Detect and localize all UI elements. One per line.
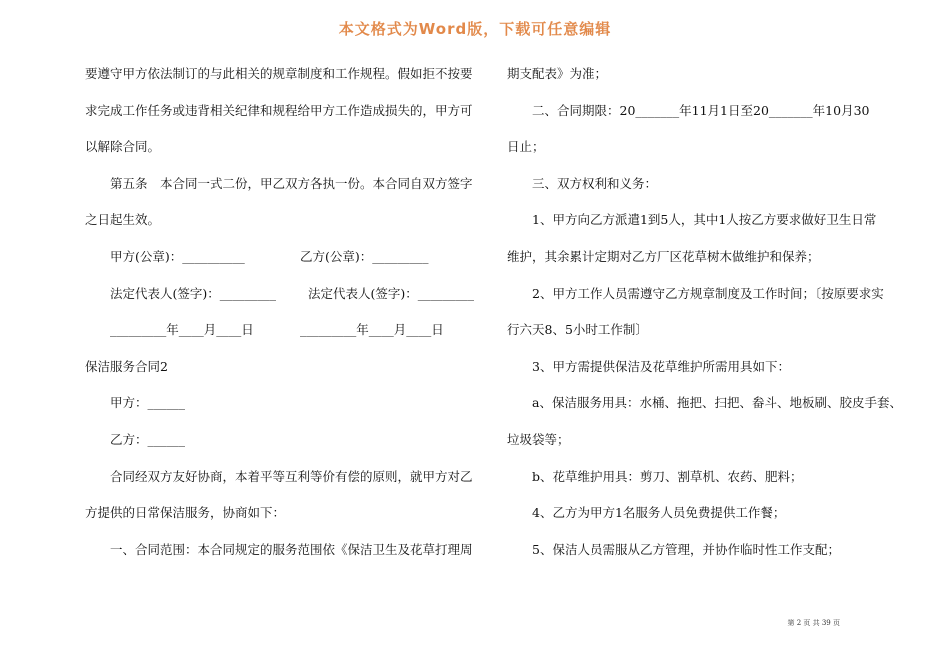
text-line: 要遵守甲方依法制订的与此相关的规章制度和工作规程。假如拒不按要 — [85, 66, 473, 81]
text-line: 维护，其余累计定期对乙方厂区花草树木做维护和保养； — [507, 248, 820, 264]
section-term: 二、合同期限：20_______年11月1日至20_______年10月30 — [532, 102, 870, 118]
clause-3b: b、花草维护用具：剪刀、割草机、农药、肥料； — [532, 468, 803, 484]
clause-2: 2、甲方工作人员需遵守乙方规章制度及工作时间；〔按原要求实 — [532, 285, 884, 301]
article-five: 第五条 本合同一式二份，甲乙双方各执一份。本合同自双方签字 — [110, 175, 473, 191]
text-line: 之日起生效。 — [85, 212, 161, 228]
party-a-seal: 甲方(公章)：__________ — [110, 248, 245, 264]
clause-4: 4、乙方为甲方1名服务人员免费提供工作餐； — [532, 505, 786, 521]
party-b-representative: 法定代表人(签字)：_________ — [308, 285, 475, 301]
representative-row — [85, 284, 477, 321]
text-line: 求完成工作任务或违背相关纪律和规程给甲方工作造成损失的，甲方可 — [85, 102, 473, 118]
contract-title: 保洁服务合同2 — [85, 358, 168, 374]
text-line: 期支配表》为准； — [507, 66, 608, 81]
party-a-representative: 法定代表人(签字)：_________ — [110, 285, 277, 301]
section-scope: 一、合同范围：本合同规定的服务范围依《保洁卫生及花草打理周 — [110, 541, 473, 557]
clause-3a: a、保洁服务用具：水桶、拖把、扫把、畚斗、地板刷、胶皮手套、 — [532, 395, 902, 411]
text-line: 行六天8、5小时工作制〕 — [507, 322, 648, 338]
party-b-line: 乙方：______ — [110, 431, 186, 447]
party-a-date: _________年____月____日 — [110, 322, 254, 338]
text-line: 方提供的日常保洁服务，协商如下： — [85, 505, 286, 521]
date-row — [85, 320, 477, 357]
clause-1: 1、甲方向乙方派遣1到5人，其中1人按乙方要求做好卫生日常 — [532, 212, 877, 228]
party-a-line: 甲方：______ — [110, 395, 186, 411]
seal-row — [85, 247, 477, 284]
clause-5: 5、保洁人员需服从乙方管理，并协作临时性工作支配； — [532, 541, 840, 557]
text-line: 以解除合同。 — [85, 139, 161, 155]
party-b-date: _________年____月____日 — [300, 322, 444, 338]
download-banner: 本文格式为Word版，下载可任意编辑 — [338, 20, 612, 38]
text-line: 垃圾袋等； — [507, 431, 570, 447]
section-rights: 三、双方权利和义务： — [532, 175, 658, 191]
party-b-seal: 乙方(公章)：_________ — [300, 248, 429, 264]
text-line: 合同经双方友好协商，本着平等互利等价有偿的原则，就甲方对乙 — [110, 468, 473, 484]
left-column — [85, 64, 477, 576]
text-line: 日止； — [507, 139, 545, 155]
right-column — [507, 64, 902, 576]
clause-3: 3、甲方需提供保洁及花草维护所需用具如下： — [532, 358, 790, 374]
page-number: 第 2 页 共 39 页 — [787, 619, 840, 627]
